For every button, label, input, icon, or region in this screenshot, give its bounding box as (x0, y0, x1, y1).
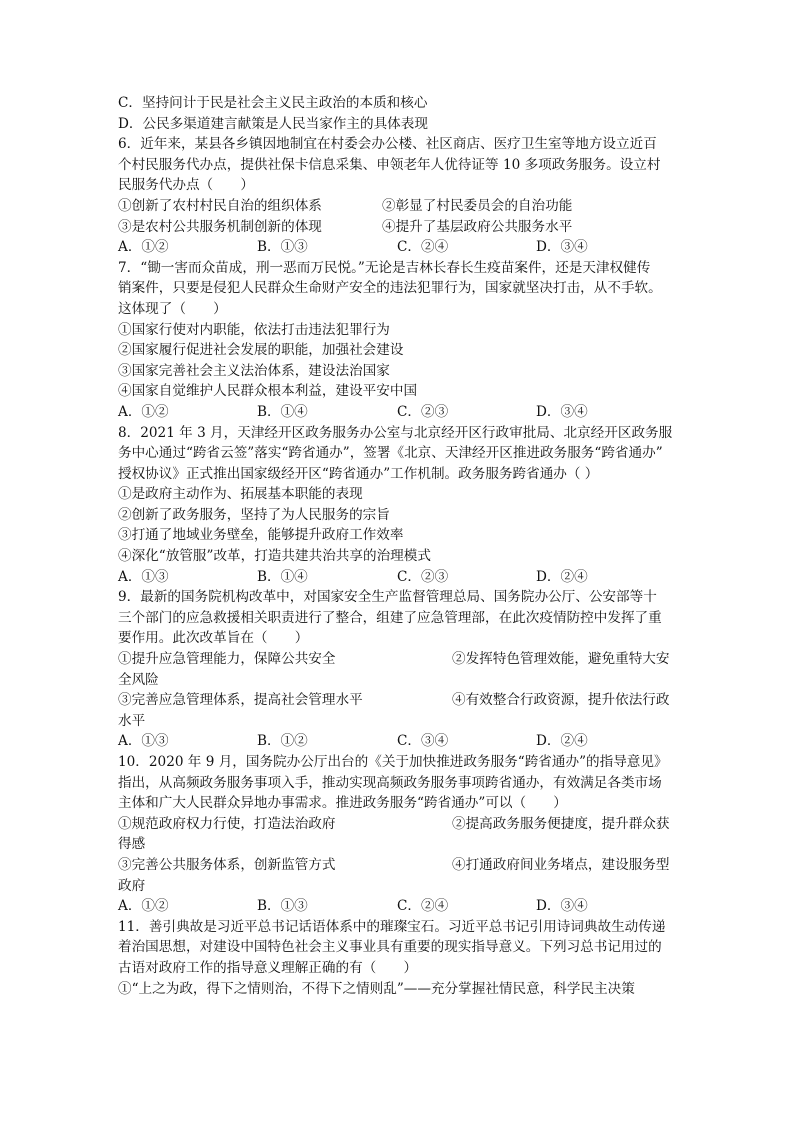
statement-1: ①提升应急管理能力，保障公共安全 (118, 651, 336, 668)
answer-option-a: A．①② (118, 898, 169, 915)
question-stem-line: 三个部门的应急救援相关职责进行了整合，组建了应急管理部，在此次疫情防控中发挥了重 (118, 609, 662, 626)
answer-option-b: B．①② (257, 733, 308, 750)
answer-option-b: B．①③ (257, 239, 308, 256)
answer-option-a: A．①② (118, 239, 169, 256)
statement-2: ②彰显了村民委员会的自治功能 (382, 197, 573, 214)
question-stem-line: 着治国思想，对建设中国特色社会主义事业具有重要的现实指导意义。下列习总书记用过的 (118, 939, 662, 956)
answer-options-row (118, 731, 680, 752)
question-stem-line: 6．近年来，某县各乡镇因地制宜在村委会办公楼、社区商店、医疗卫生室等地方设立近百 (118, 136, 657, 153)
question-stem-line: 个村民服务代办点，提供社保卡信息采集、申领老年人优待证等 10 多项政务服务。设立村 (118, 156, 661, 173)
answer-option-b: B．①③ (257, 898, 308, 915)
statement-1: ①是政府主动作为、拓展基本职能的表现 (118, 486, 363, 503)
answer-option-c: C．②③ (397, 403, 449, 420)
answer-option-d: D．③④ (536, 898, 588, 915)
answer-option-d: D．③④ (536, 239, 588, 256)
statement-2: ②国家履行促进社会发展的职能，加强社会建设 (118, 342, 404, 359)
statement-3: ③完善应急管理体系，提高社会管理水平 (118, 692, 363, 709)
question-stem-line: 授权协议》正式推出国家级经开区“跨省通办”工作机制。政务服务跨省通办（ ） (118, 465, 599, 482)
statement-1: ①规范政府权力行使，打造法治政府 (118, 815, 336, 832)
question-stem-line: 10．2020 年 9 月，国务院办公厅出台的《关于加快推进政务服务“跨省通办”的指导意见》 (118, 754, 668, 770)
question-stem-line: 主体和广大人民群众异地办事需求。推进政务服务“跨省通办”可以（ ） (118, 795, 567, 812)
statement-2: ②发挥特色管理效能，避免重特大安 (452, 651, 670, 668)
question-stem-line: 11．善引典故是习近平总书记话语体系中的璀璨宝石。习近平总书记引用诗词典故生动传递 (118, 918, 666, 935)
statement-4-continuation: 水平 (118, 712, 146, 729)
question-stem-line: 7．“锄一害而众苗成，刑一恶而万民悦。”无论是吉林长春长生疫苗案件，还是天津权健传 (118, 259, 651, 276)
answer-option-b: B．①④ (257, 403, 308, 420)
statement-2: ②创新了政务服务，坚持了为人民服务的宗旨 (118, 506, 390, 523)
answer-options-row (118, 237, 680, 258)
statement-3: ③国家完善社会主义法治体系，建设法治国家 (118, 362, 390, 379)
answer-option-d: D．③④ (536, 403, 588, 420)
statement-3: ③完善公共服务体系，创新监管方式 (118, 856, 336, 873)
statement-row (118, 855, 680, 876)
answer-option-b: B．①④ (257, 568, 308, 585)
statement-4: ④有效整合行政资源，提升依法行政 (452, 692, 670, 709)
question-stem-line: 9．最新的国务院机构改革中，对国家安全生产监督管理总局、国务院办公厅、公安部等十 (118, 589, 657, 606)
option-d-line: D．公民多渠道建言献策是人民当家作主的具体表现 (118, 115, 428, 132)
statement-row (118, 217, 680, 238)
answer-option-a: A．①③ (118, 568, 169, 585)
answer-option-a: A．①③ (118, 733, 169, 750)
answer-options-row (118, 567, 680, 588)
answer-option-c: C．②④ (397, 898, 449, 915)
option-c-line: C．坚持问计于民是社会主义民主政治的本质和核心 (118, 95, 428, 111)
question-stem-line: 要作用。此次改革旨在（ ） (118, 630, 309, 647)
statement-4: ④打通政府间业务堵点，建设服务型 (452, 856, 670, 873)
statement-row (118, 690, 680, 711)
statement-3: ③打通了地域业务壁垒，能够提升政府工作效率 (118, 527, 404, 544)
question-stem-line: 8．2021 年 3 月，天津经开区政务服务办公室与北京经开区行政审批局、北京经开区政务服 (118, 424, 673, 441)
statement-2: ②提高政务服务便捷度，提升群众获 (452, 815, 670, 832)
answer-option-c: C．③④ (397, 733, 449, 750)
statement-4-continuation: 政府 (118, 877, 146, 894)
question-stem-line: 务中心通过“跨省云签”落实“跨省通办”，签署《北京、天津经开区推进政务服务“跨省通办” (118, 445, 663, 462)
question-stem-line: 指出，从高频政务服务事项入手，推动实现高频政务服务事项跨省通办，有效满足各类市场 (118, 774, 662, 791)
answer-options-row (118, 402, 680, 423)
answer-option-c: C．②④ (397, 239, 449, 256)
statement-row (118, 196, 680, 217)
answer-option-d: D．②④ (536, 568, 588, 585)
question-8 (118, 423, 680, 588)
statement-3: ③是农村公共服务机制创新的体现 (118, 218, 322, 235)
question-stem-line: 民服务代办点（ ） (118, 177, 254, 194)
statement-1: ①国家行使对内职能，依法打击违法犯罪行为 (118, 321, 390, 338)
statement-4: ④提升了基层政府公共服务水平 (382, 218, 573, 235)
question-7 (118, 258, 680, 423)
statement-1: ①“上之为政，得下之情则治，不得下之情则乱”——充分掌握社情民意，科学民主决策 (118, 980, 635, 997)
answer-option-d: D．②④ (536, 733, 588, 750)
statement-2-continuation: 得感 (118, 836, 146, 853)
question-stem-line: 这体现了（ ） (118, 300, 227, 317)
statement-2-continuation: 全风险 (118, 671, 159, 688)
statement-1: ①创新了农村村民自治的组织体系 (118, 197, 322, 214)
question-9 (118, 587, 680, 752)
statement-4: ④国家自觉维护人民群众根本利益，建设平安中国 (118, 383, 418, 400)
answer-options-row (118, 896, 680, 917)
answer-option-c: C．②③ (397, 568, 449, 585)
answer-option-a: A．①② (118, 403, 169, 420)
question-6 (118, 134, 680, 258)
statement-row (118, 814, 680, 835)
question-11 (118, 917, 680, 999)
question-stem-line: 古语对政府工作的指导意义理解正确的有（ ） (118, 959, 418, 976)
question-10 (118, 752, 680, 917)
statement-row (118, 649, 680, 670)
question-stem-line: 销案件，只要是侵犯人民群众生命财产安全的违法犯罪行为，国家就坚决打击，从不手软。 (118, 280, 662, 297)
statement-4: ④深化“放管服”改革，打造共建共治共享的治理模式 (118, 548, 431, 565)
exam-page (118, 93, 680, 999)
